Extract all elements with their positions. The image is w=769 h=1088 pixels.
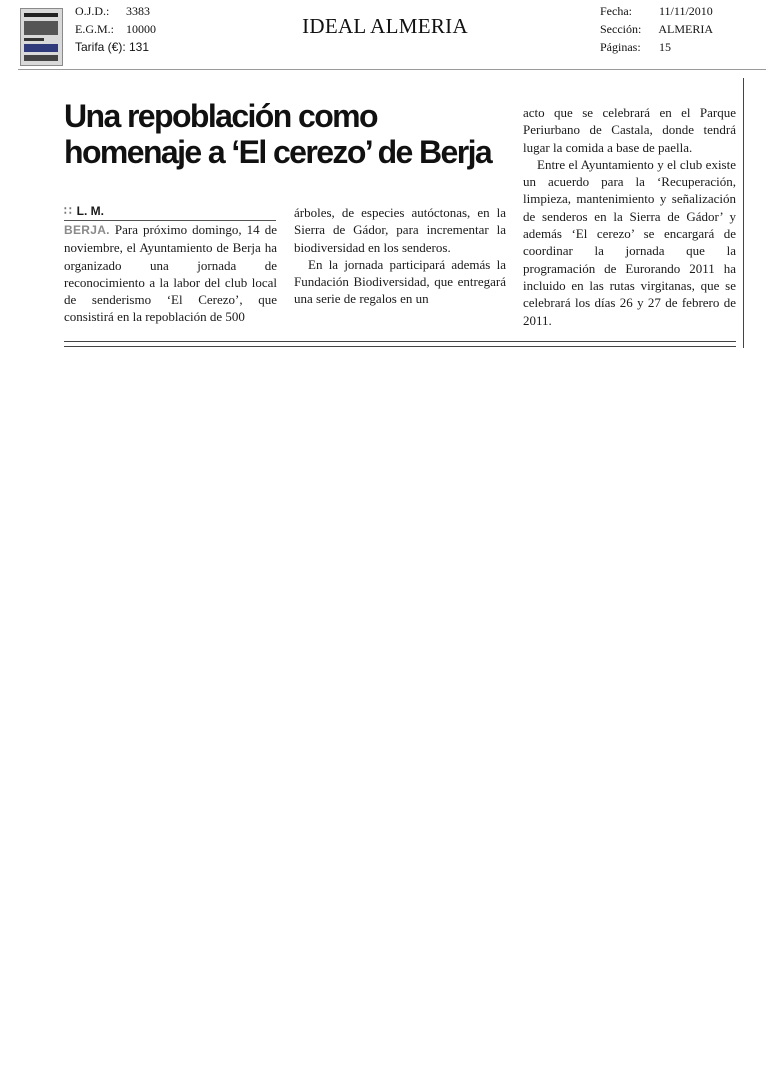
article-column-2 <box>294 204 506 308</box>
paginas-key: Páginas: <box>600 40 641 54</box>
seccion-value: ALMERIA <box>658 22 714 36</box>
seccion-key: Sección: <box>600 22 642 36</box>
tarifa: Tarifa (€): 131 <box>75 40 150 54</box>
paginas-value: 15 <box>659 40 671 54</box>
article-column-1 <box>64 221 277 326</box>
paper-name: IDEAL ALMERIA <box>302 14 468 38</box>
article-right-rule <box>743 78 744 348</box>
right-meta-block <box>600 2 713 56</box>
article-headline: Una repoblación como homenaje a ‘El cerezo’ de Berja <box>64 98 492 170</box>
ojd-row <box>75 2 156 20</box>
egm-row <box>75 20 156 38</box>
egm-key: E.G.M.: <box>75 22 114 36</box>
fecha-key: Fecha: <box>600 4 632 18</box>
fecha-row <box>600 2 713 20</box>
column-1-paragraph <box>64 221 277 326</box>
paginas-row <box>600 38 713 56</box>
clipping-thumbnail <box>20 8 63 66</box>
column-3-paragraph-1: acto que se celebrará en el Parque Periurbano de Castala, donde tendrá lugar la comida a base de paella. <box>523 105 736 155</box>
column-2-paragraph-2: En la jornada participará además la Fundación Biodiversidad, que entregará una serie de regalos en un <box>294 256 506 307</box>
byline-author: L. M. <box>76 204 104 218</box>
column-1-text: Para próximo domingo, 14 de noviembre, el Ayuntamiento de Berja ha organizado una jornada de reconocimiento a la labor del club local de senderismo ‘El Cerezo’, que consistirá en la repoblación de 500 <box>64 222 277 325</box>
article-bottom-rule-bottom <box>64 346 736 347</box>
byline-dots-icon: ∷ <box>64 204 71 218</box>
seccion-row <box>600 20 713 38</box>
ojd-key: O.J.D.: <box>75 4 110 18</box>
column-3-paragraph-2: Entre el Ayuntamiento y el club existe un acuerdo para la ‘Recuperación, limpieza, mantenimiento y señalización de senderos en la Sierra de Gádor’ y además ‘El cerezo’ se encargará de coordinar la jornada que la programación de Eurorando 2011 ha incluido en las rutas virgitanas, que se celebrará los días 26 y 27 de febrero de 2011. <box>523 156 736 328</box>
article-column-3 <box>523 104 736 329</box>
left-meta-block <box>75 2 156 56</box>
article-bottom-rule-top <box>64 341 736 342</box>
column-2-paragraph-1: árboles, de especies autóctonas, en la Sierra de Gádor, para incrementar la biodiversidad en los senderos. <box>294 205 506 255</box>
header-divider <box>18 69 766 70</box>
dateline-city: BERJA. <box>64 223 110 237</box>
ojd-value: 3383 <box>126 4 150 18</box>
egm-value: 10000 <box>126 22 156 36</box>
byline <box>64 204 276 221</box>
fecha-value: 11/11/2010 <box>659 4 713 18</box>
